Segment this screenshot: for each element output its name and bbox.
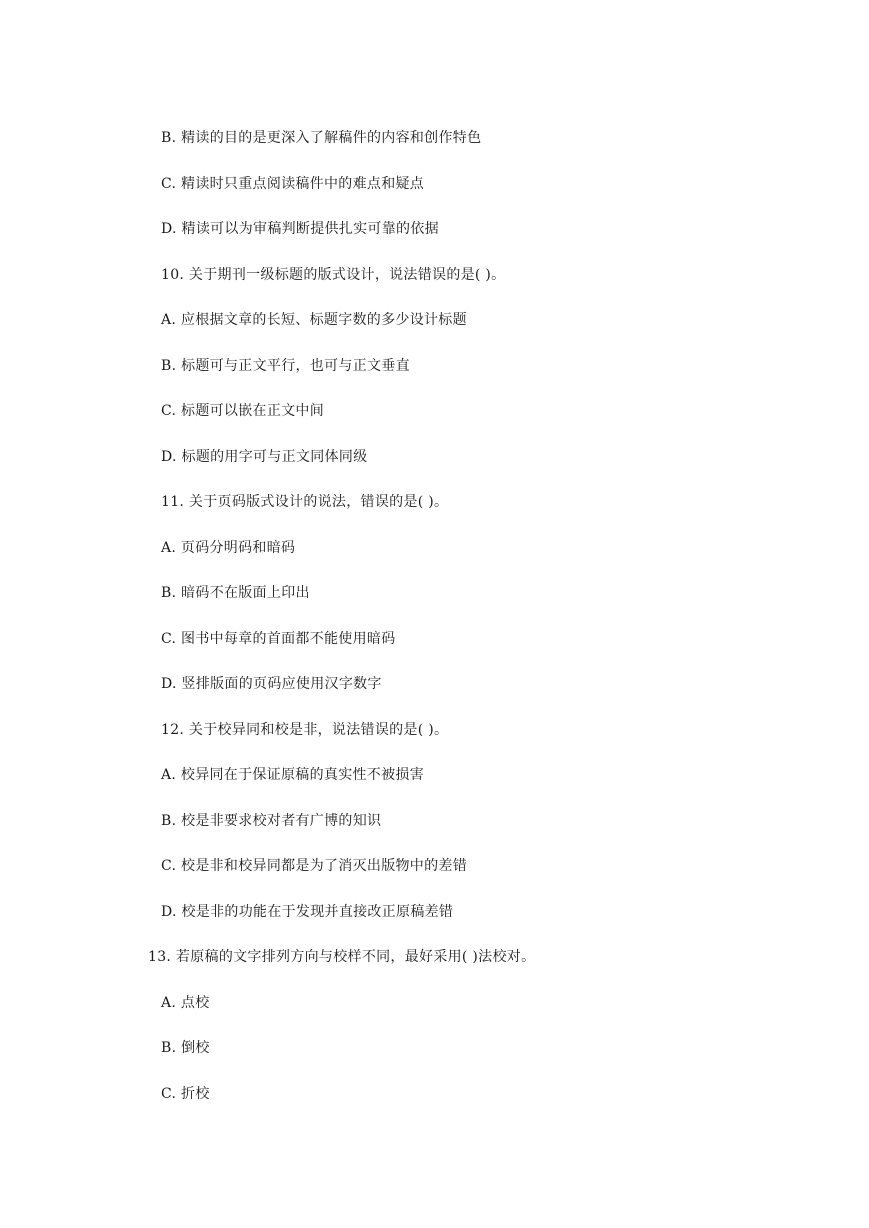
- option-9b: B. 精读的目的是更深入了解稿件的内容和创作特色: [161, 130, 482, 146]
- option-10c: C. 标题可以嵌在正文中间: [161, 403, 325, 419]
- option-11c: C. 图书中每章的首面都不能使用暗码: [161, 631, 396, 647]
- question-12: 12. 关于校异同和校是非，说法错误的是( )。: [161, 722, 449, 738]
- option-11d: D. 竖排版面的页码应使用汉字数字: [161, 676, 382, 692]
- option-10b: B. 标题可与正文平行，也可与正文垂直: [161, 358, 410, 374]
- option-12a: A. 校异同在于保证原稿的真实性不被损害: [161, 767, 425, 783]
- option-12d: D. 校是非的功能在于发现并直接改正原稿差错: [161, 904, 454, 920]
- option-12b: B. 校是非要求校对者有广博的知识: [161, 813, 382, 829]
- option-12c: C. 校是非和校异同都是为了消灭出版物中的差错: [161, 858, 468, 874]
- option-11b: B. 暗码不在版面上印出: [161, 585, 310, 601]
- question-13: 13. 若原稿的文字排列方向与校样不同，最好采用( )法校对。: [148, 949, 536, 965]
- option-13c: C. 折校: [161, 1086, 210, 1102]
- option-13b: B. 倒校: [161, 1040, 210, 1056]
- option-10a: A. 应根据文章的长短、标题字数的多少设计标题: [161, 312, 467, 328]
- option-9c: C. 精读时只重点阅读稿件中的难点和疑点: [161, 176, 425, 192]
- option-13a: A. 点校: [161, 995, 210, 1011]
- option-10d: D. 标题的用字可与正文同体同级: [161, 449, 368, 465]
- question-10: 10. 关于期刊一级标题的版式设计，说法错误的是( )。: [161, 267, 506, 283]
- question-11: 11. 关于页码版式设计的说法，错误的是( )。: [161, 494, 449, 510]
- option-11a: A. 页码分明码和暗码: [161, 540, 296, 556]
- option-9d: D. 精读可以为审稿判断提供扎实可靠的依据: [161, 221, 439, 237]
